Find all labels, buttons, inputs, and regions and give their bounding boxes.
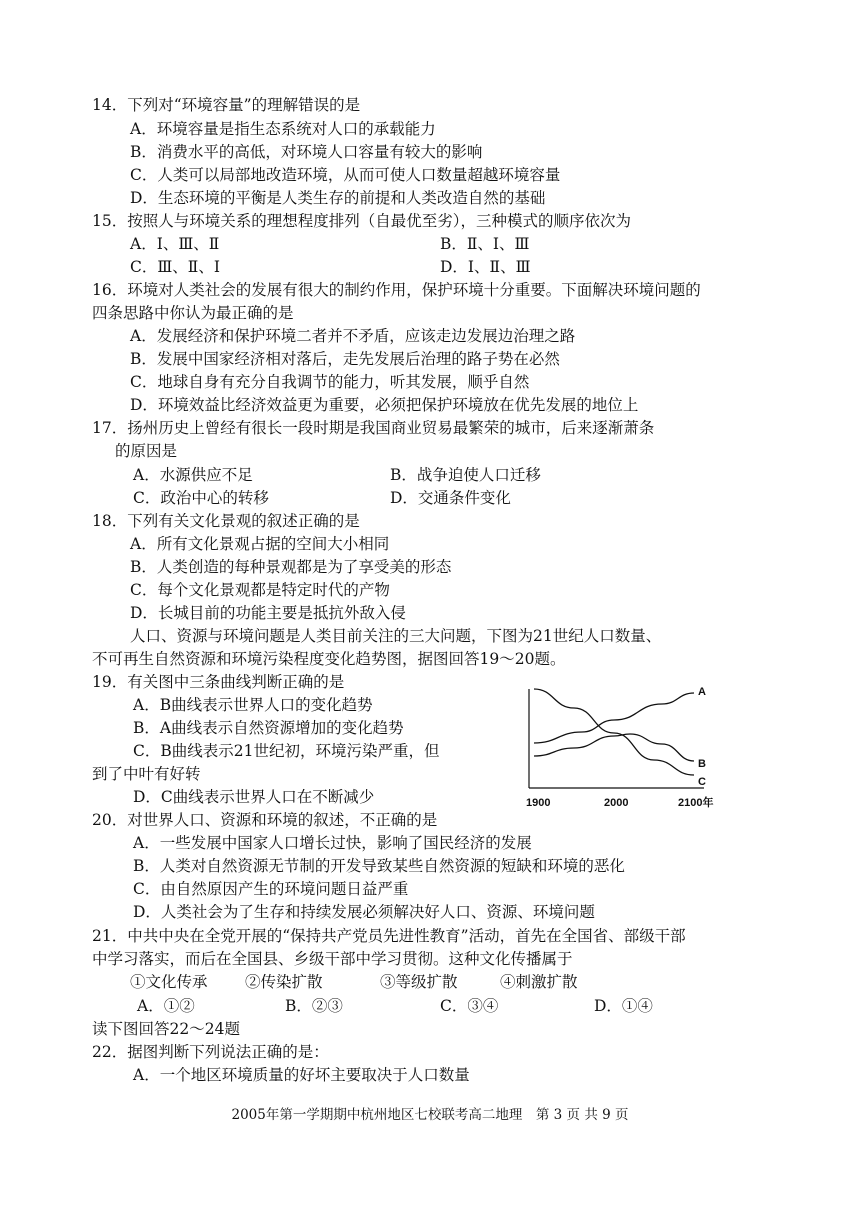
curve-c — [534, 689, 694, 775]
curve-label-c: C — [698, 776, 706, 788]
q18-option-a: A．所有文化景观占据的空间大小相同 — [130, 535, 390, 553]
q16-stem-line2: 四条思路中你认为最正确的是 — [92, 304, 294, 322]
q18-option-c: C．每个文化景观都是特定时代的产物 — [130, 581, 390, 599]
q21-option-b: B．②③ — [285, 997, 343, 1015]
q17-stem-line2: 的原因是 — [115, 442, 178, 460]
trend-chart — [522, 684, 732, 812]
q19-option-d: D．C曲线表示世界人口在不断减少 — [133, 788, 375, 806]
q22-option-a: A．一个地区环境质量的好坏主要取决于人口数量 — [133, 1066, 470, 1084]
q21-item-4: ④刺激扩散 — [500, 973, 578, 991]
q21-item-3: ③等级扩散 — [380, 973, 458, 991]
q16-option-d: D．环境效益比经济效益更为重要，必须把保护环境放在优先发展的地位上 — [130, 396, 639, 414]
q20-option-b: B．人类对自然资源无节制的开发导致某些自然资源的短缺和环境的恶化 — [133, 857, 625, 875]
q22-stem: 22．据图判断下列说法正确的是： — [92, 1043, 329, 1061]
q14-option-b: B．消费水平的高低，对环境人口容量有较大的影响 — [130, 143, 483, 161]
read-prompt: 读下图回答22～24题 — [92, 1020, 240, 1038]
intro-19-20-line1: 人口、资源与环境问题是人类目前关注的三大问题，下图为21世纪人口数量、 — [130, 627, 662, 645]
q21-option-d: D．①④ — [594, 997, 653, 1015]
q19-option-a: A．B曲线表示世界人口的变化趋势 — [133, 696, 373, 714]
q15-option-b: B．Ⅱ、Ⅰ、Ⅲ — [440, 235, 530, 253]
q21-stem-line1: 21．中共中央在全党开展的“保持共产党员先进性教育”活动，首先在全国省、部级干部 — [92, 927, 686, 945]
q16-stem-line1: 16．环境对人类社会的发展有很大的制约作用，保护环境十分重要。下面解决环境问题的 — [92, 281, 701, 299]
q19-stem: 19．有关图中三条曲线判断正确的是 — [92, 673, 345, 691]
curve-label-b: B — [698, 758, 706, 770]
x-tick-2100: 2100年 — [678, 797, 714, 809]
q14-stem: 14．下列对“环境容量”的理解错误的是 — [92, 96, 361, 114]
series-layer — [534, 686, 706, 788]
q16-option-a: A．发展经济和保护环境二者并不矛盾，应该走边发展边治理之路 — [130, 327, 576, 345]
q20-option-d: D．人类社会为了生存和持续发展必须解决好人口、资源、环境问题 — [133, 903, 595, 921]
q16-option-b: B．发展中国家经济相对落后，走先发展后治理的路子势在必然 — [130, 350, 560, 368]
q15-option-a: A．Ⅰ、Ⅲ、Ⅱ — [130, 235, 220, 253]
q20-stem: 20．对世界人口、资源和环境的叙述，不正确的是 — [92, 811, 438, 829]
q17-option-a: A．水源供应不足 — [133, 466, 253, 484]
q19-option-b: B．A曲线表示自然资源增加的变化趋势 — [133, 719, 404, 737]
q19-option-c-cont: 到了中叶有好转 — [92, 765, 201, 783]
q16-option-c: C．地球自身有充分自我调节的能力，听其发展，顺乎自然 — [130, 373, 530, 391]
q19-option-c: C．B曲线表示21世纪初，环境污染严重，但 — [133, 742, 440, 760]
q15-stem: 15．按照人与环境关系的理想程度排列（自最优至劣），三种模式的顺序依次为 — [92, 212, 631, 230]
x-tick-1900: 1900 — [526, 797, 551, 809]
q14-option-c: C．人类可以局部地改造环境，从而可使人口数量超越环境容量 — [130, 166, 561, 184]
q18-option-d: D．长城目前的功能主要是抵抗外敌入侵 — [130, 604, 406, 622]
q21-item-1: ①文化传承 — [130, 973, 208, 991]
q15-option-c: C．Ⅲ、Ⅱ、Ⅰ — [130, 258, 220, 276]
q21-item-2: ②传染扩散 — [245, 973, 323, 991]
q21-option-a: A．①② — [137, 997, 195, 1015]
q17-option-c: C．政治中心的转移 — [133, 489, 269, 507]
intro-19-20-line2: 不可再生自然资源和环境污染程度变化趋势图，据图回答19～20题。 — [92, 650, 566, 668]
q15-option-d: D．Ⅰ、Ⅱ、Ⅲ — [440, 258, 531, 276]
q20-option-a: A．一些发展中国家人口增长过快，影响了国民经济的发展 — [133, 834, 532, 852]
curve-label-a: A — [698, 686, 706, 698]
page-footer: 2005年第一学期期中杭州地区七校联考高二地理 第 3 页 共 9 页 — [231, 1107, 629, 1123]
q17-stem-line1: 17．扬州历史上曾经有很长一段时期是我国商业贸易最繁荣的城市，后来逐渐萧条 — [92, 419, 655, 437]
q17-option-d: D．交通条件变化 — [390, 489, 511, 507]
q18-stem: 18．下列有关文化景观的叙述正确的是 — [92, 512, 360, 530]
q21-stem-line2: 中学习落实，而后在全国县、乡级干部中学习贯彻。这种文化传播属于 — [92, 950, 573, 968]
q21-option-c: C．③④ — [440, 997, 499, 1015]
q18-option-b: B．人类创造的每种景观都是为了享受美的形态 — [130, 558, 452, 576]
q17-option-b: B．战争迫使人口迁移 — [390, 466, 541, 484]
q14-option-a: A．环境容量是指生态系统对人口的承载能力 — [130, 120, 436, 138]
x-tick-2000: 2000 — [604, 797, 629, 809]
q14-option-d: D．生态环境的平衡是人类生存的前提和人类改造自然的基础 — [130, 189, 546, 207]
q20-option-c: C．由自然原因产生的环境问题日益严重 — [133, 880, 409, 898]
